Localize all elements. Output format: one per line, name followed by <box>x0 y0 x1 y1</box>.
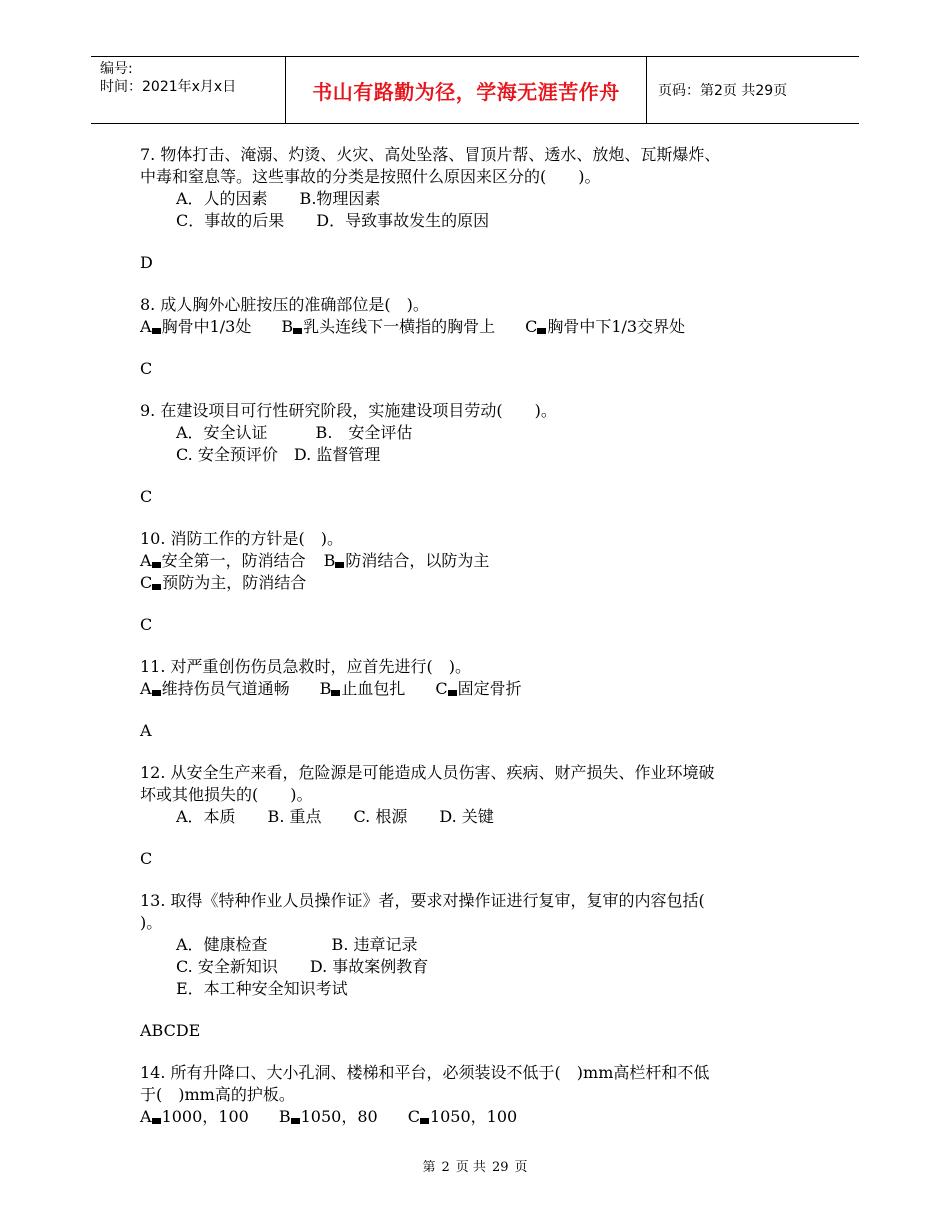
option-letter: B <box>323 551 336 570</box>
option-marker-icon <box>152 328 161 334</box>
option-row <box>140 1106 830 1128</box>
question-stem-line: )。 <box>140 913 163 932</box>
option-line: A．安全认证 B. 安全评估 <box>176 423 413 442</box>
question-stem-line: 中毒和窒息等。这些事故的分类是按照什么原因来区分的( )。 <box>140 167 601 186</box>
option-line: A．本质 B. 重点 C. 根源 D. 关键 <box>176 807 494 826</box>
option-letter: B <box>319 679 332 698</box>
footer-mid: 页 共 <box>455 1160 486 1175</box>
option-text: 安全第一，防消结合 <box>161 551 306 570</box>
option-line: C. 安全预评价 D. 监督管理 <box>176 445 381 464</box>
option-line: A．健康检查 B. 违章记录 <box>176 935 418 954</box>
question-stem-line: 12. 从安全生产来看，危险源是可能造成人员伤害、疾病、财产损失、作业环境破 <box>140 763 715 782</box>
question-item <box>140 762 830 870</box>
option-marker-icon <box>293 328 302 334</box>
option-text: 维持伤员气道通畅 <box>161 679 290 698</box>
option-row <box>140 678 830 700</box>
option-marker-icon <box>291 1118 300 1124</box>
question-item <box>140 528 830 636</box>
option-letter: A <box>140 679 152 698</box>
question-item <box>140 1062 830 1128</box>
question-item <box>140 656 830 742</box>
option-letter: C <box>525 317 538 336</box>
question-stem-line: 7. 物体打击、淹溺、灼烫、火灾、高处坠落、冒顶片帮、透水、放炮、瓦斯爆炸、 <box>140 145 721 164</box>
option-letter: C <box>407 1107 420 1126</box>
answer-text: C <box>140 487 153 506</box>
option-line: C．事故的后果 D．导致事故发生的原因 <box>176 211 490 230</box>
question-stem-line: 于( )mm高的护板。 <box>140 1085 295 1104</box>
option-text: 胸骨中1/3处 <box>161 317 252 336</box>
answer-text: D <box>140 253 153 272</box>
option-text: 止血包扎 <box>341 679 406 698</box>
question-item <box>140 400 830 508</box>
option-text: 1050，80 <box>300 1107 378 1126</box>
question-stem-line: 13. 取得《特种作业人员操作证》者，要求对操作证进行复审，复审的内容包括( <box>140 891 705 910</box>
option-letter: B <box>281 317 294 336</box>
question-stem-line: 9. 在建设项目可行性研究阶段，实施建设项目劳动( )。 <box>140 401 557 420</box>
question-item <box>140 294 830 380</box>
option-text: 固定骨折 <box>457 679 522 698</box>
question-stem-line: 11. 对严重创伤伤员急救时，应首先进行( )。 <box>140 657 472 676</box>
header-meta-cell <box>91 57 286 123</box>
answer-text: C <box>140 615 153 634</box>
option-marker-icon <box>335 562 344 568</box>
question-item <box>140 144 830 274</box>
answer-text: C <box>140 849 153 868</box>
answer-text: C <box>140 359 153 378</box>
option-marker-icon <box>331 690 340 696</box>
option-text: 防消结合，以防为主 <box>345 551 490 570</box>
question-stem-line: 14. 所有升降口、大小孔洞、楼梯和平台，必须装设不低于( )mm高栏杆和不低 <box>140 1063 710 1082</box>
option-marker-icon <box>420 1118 429 1124</box>
option-row <box>140 572 830 594</box>
doc-date-label: 时间：2021年x月x日 <box>100 79 237 95</box>
question-item <box>140 890 830 1042</box>
option-letter: A <box>140 1107 152 1126</box>
option-letter: C <box>140 573 153 592</box>
option-marker-icon <box>448 690 457 696</box>
motto-text: 书山有路勤为径，学海无涯苦作舟 <box>312 79 620 104</box>
footer-total-pages: 29 <box>491 1160 509 1175</box>
header-motto-cell <box>286 57 647 123</box>
option-letter: C <box>435 679 448 698</box>
page-info: 页码：第2页 共29页 <box>658 83 788 99</box>
answer-text: ABCDE <box>140 1021 201 1040</box>
option-line: C. 安全新知识 D. 事故案例教育 <box>176 957 429 976</box>
footer-prefix: 第 <box>422 1160 436 1175</box>
option-text: 1050，100 <box>429 1107 518 1126</box>
header-page-cell <box>647 57 859 123</box>
option-row <box>140 550 830 572</box>
option-text: 预防为主，防消结合 <box>162 573 307 592</box>
option-letter: A <box>140 317 152 336</box>
option-line: A．人的因素 B.物理因素 <box>176 189 381 208</box>
option-letter: B <box>278 1107 291 1126</box>
question-stem-line: 10. 消防工作的方针是( )。 <box>140 529 344 548</box>
doc-number-label: 编号: <box>100 61 133 77</box>
header-table <box>91 56 859 124</box>
option-row <box>140 316 830 338</box>
option-line: E．本工种安全知识考试 <box>176 979 348 998</box>
option-letter: A <box>140 551 152 570</box>
question-stem-line: 8. 成人胸外心脏按压的准确部位是( )。 <box>140 295 429 314</box>
footer-page-number: 2 <box>441 1160 450 1175</box>
footer-suffix: 页 <box>514 1160 528 1175</box>
option-marker-icon <box>152 1118 161 1124</box>
question-stem-line: 坏或其他损失的( )。 <box>140 785 313 804</box>
question-list <box>140 144 830 1128</box>
option-marker-icon <box>537 328 546 334</box>
option-marker-icon <box>152 690 161 696</box>
option-text: 乳头连线下一横指的胸骨上 <box>303 317 496 336</box>
option-marker-icon <box>152 562 161 568</box>
option-text: 1000，100 <box>161 1107 249 1126</box>
option-text: 胸骨中下1/3交界处 <box>547 317 686 336</box>
page-footer <box>0 1156 950 1175</box>
option-marker-icon <box>152 584 161 590</box>
answer-text: A <box>140 721 152 740</box>
